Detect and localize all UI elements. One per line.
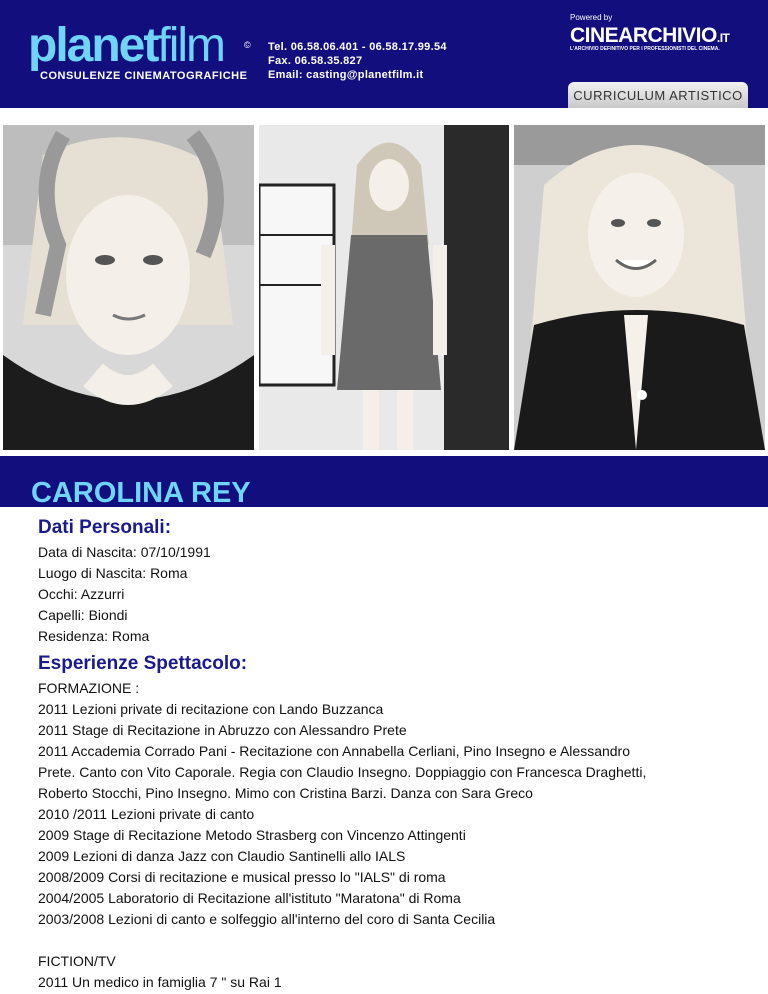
cinearchivio-logo[interactable] xyxy=(570,24,729,48)
contact-email[interactable]: Email: casting@planetfilm.it xyxy=(268,69,424,81)
cine-brand: CINEARCHIVIO xyxy=(570,24,717,47)
experience-line: 2011 Accademia Corrado Pani - Recitazione con Annabella Cerliani, Pino Insegno e Alessandro xyxy=(38,743,630,759)
powered-by: Powered by xyxy=(570,13,613,22)
contact-fax: Fax. 06.58.35.827 xyxy=(268,55,363,67)
headshot-photo[interactable] xyxy=(3,125,254,450)
curriculum-tab[interactable]: CURRICULUM ARTISTICO xyxy=(568,82,748,108)
experience-line: 2010 /2011 Lezioni private di canto xyxy=(38,806,255,822)
logo-word-bold: planet xyxy=(28,19,158,72)
experience-line: 2008/2009 Corsi di recitazione e musical presso lo "IALS" di roma xyxy=(38,869,446,885)
smile-photo[interactable] xyxy=(514,125,765,450)
experience-line: 2009 Lezioni di danza Jazz con Claudio Santinelli allo IALS xyxy=(38,848,406,864)
cine-tagline: L'ARCHIVIO DEFINITIVO PER I PROFESSIONISTI DEL CINEMA. xyxy=(570,46,720,52)
experience-line: 2011 Un medico in famiglia 7 " su Rai 1 xyxy=(38,974,282,990)
personal-data-title: Dati Personali: xyxy=(38,517,172,538)
experience-line xyxy=(38,930,738,951)
logo-mark: © xyxy=(244,40,251,50)
actor-name: CAROLINA REY xyxy=(31,477,251,509)
photo-strip xyxy=(0,125,768,450)
logo-word-light: film xyxy=(157,19,225,72)
contact-block xyxy=(268,40,447,82)
contact-tel: Tel. 06.58.06.401 - 06.58.17.99.54 xyxy=(268,41,447,53)
experience-line: FICTION/TV xyxy=(38,953,116,969)
experience-line: 2009 Stage di Recitazione Metodo Strasberg con Vincenzo Attingenti xyxy=(38,827,466,843)
logo-subtitle: CONSULENZE CINEMATOGRAFICHE xyxy=(40,70,248,82)
personal-line: Occhi: Azzurri xyxy=(38,586,125,602)
personal-line: Data di Nascita: 07/10/1991 xyxy=(38,544,211,560)
experience-list xyxy=(38,678,738,993)
experience-line: 2004/2005 Laboratorio di Recitazione all'istituto "Maratona" di Roma xyxy=(38,890,461,906)
experience-line: 2011 Stage di Recitazione in Abruzzo con Alessandro Prete xyxy=(38,722,407,738)
experience-line: 2011 Lezioni private di recitazione con Lando Buzzanca xyxy=(38,701,384,717)
header-banner xyxy=(0,0,768,108)
experience-line: Roberto Stocchi, Pino Insegno. Mimo con Cristina Barzi. Danza con Sara Greco xyxy=(38,785,533,801)
personal-line: Capelli: Biondi xyxy=(38,607,128,623)
experience-title: Esperienze Spettacolo: xyxy=(38,653,248,674)
cine-tld: .IT xyxy=(716,31,730,45)
experience-line: 2003/2008 Lezioni di canto e solfeggio all'interno del coro di Santa Cecilia xyxy=(38,911,496,927)
full-body-photo[interactable] xyxy=(259,125,509,450)
experience-line: Prete. Canto con Vito Caporale. Regia con Claudio Insegno. Doppiaggio con Francesca Draghetti, xyxy=(38,764,647,780)
personal-line: Luogo di Nascita: Roma xyxy=(38,565,188,581)
experience-line: FORMAZIONE : xyxy=(38,680,140,696)
personal-data-list xyxy=(38,542,738,647)
personal-line: Residenza: Roma xyxy=(38,628,150,644)
planetfilm-logo[interactable] xyxy=(28,19,251,82)
